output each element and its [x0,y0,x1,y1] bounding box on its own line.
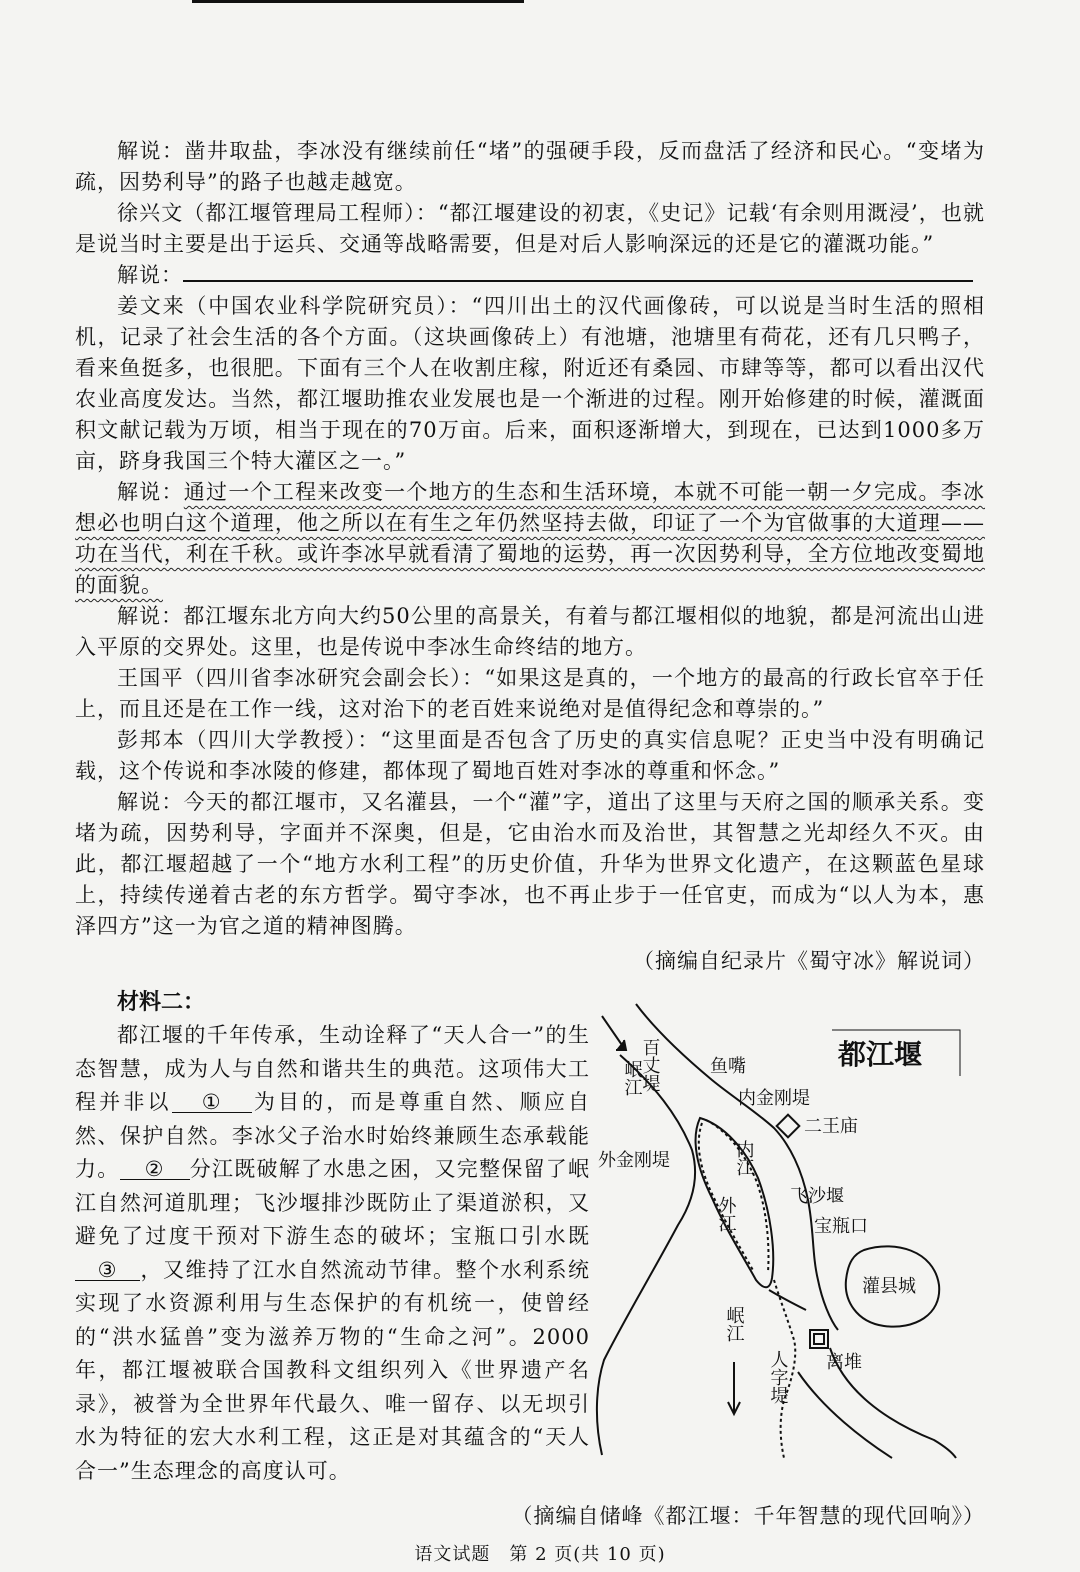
label-guanxiancheng: 灌县城 [862,1276,916,1297]
quote-xu-xingwen: 徐兴文（都江堰管理局工程师）：“都江堰建设的初衷，《史记》记载‘有余则用溉浸’，也就是说当时主要是出于运兵、交通等战略需要，但是对后人影响深远的还是它的灌溉功能。” [75,201,985,256]
label-neijiang: 内江 [733,1140,755,1176]
narration-label-2: 解说： [117,480,184,504]
blank-2: ② [120,1159,190,1180]
river-left-bank [597,1055,695,1455]
text-segment-1: 都江堰的千年传承，生动诠释了“天人合一”的生态智慧，成为人与自然和谐共生的典范。这项伟大工程并非以 [75,1023,590,1114]
label-waijingangdi: 外金刚堤 [598,1150,670,1171]
blank-3: ③ [75,1260,140,1281]
source-citation-2: （摘编自储峰《都江堰：千年智慧的现代回响》） [511,1504,985,1528]
label-yuzui: 鱼嘴 [710,1056,746,1077]
text-segment-2: 为目的，而是尊重自然、顺应自然、保护自然。李冰父子治水时始终兼顾生态承载能力。 [75,1090,591,1181]
quote-peng-bangben: 彭邦本（四川大学教授）：“这里面是否包含了历史的真实信息呢？正史当中没有明确记载，这个传说和李冰陵的修建，都体现了蜀地百姓对李冰的尊重和怀念。” [75,728,985,783]
dujiangyan-map [594,1000,974,1460]
label-feishayan: 飞沙堰 [790,1186,844,1207]
narration-ecology [75,477,985,601]
map-title: 都江堰 [838,1038,923,1071]
label-baizhangdi: 百丈堤 [639,1038,661,1092]
narration-conclusion: 解说：今天的都江堰市，又名灌县，一个“灌”字，道出了这里与天府之国的顺承关系。变堵为疏，因势利导，字面并不深奥，但是，它由治水而及治世，其智慧之光却经久不灭。由此，都江堰超越了一个“地方水利工程”的历史价值，升华为世界文化遗产，在这颗蓝色星球上，持续传递着古老的东方哲学。蜀守李冰，也不再止步于一任官吏，而成为“以人为本，惠泽四方”这一为官之道的精神图腾。 [75,790,985,938]
flow-arrowhead-top [616,1040,626,1050]
narration-label: 解说： [117,263,183,287]
top-rule [192,0,524,3]
label-baopingkou: 宝瓶口 [814,1216,868,1237]
lidui-marker [810,1330,828,1348]
label-neijingangdi: 内金刚堤 [738,1088,810,1109]
text-segment-3: 分江既破解了水患之困，又完整保留了岷江自然河道肌理；飞沙堰排沙既防止了渠道淤积，又避免了过度干预对下游生态的破坏；宝瓶口引水既 [75,1157,590,1248]
narration-gaojingguan: 解说：都江堰东北方向大约50公里的高景关，有着与都江堰相似的地貌，都是河流出山进入平原的交界处。这里，也是传说中李冰生命终结的地方。 [75,604,985,659]
material-two-title: 材料二： [117,989,206,1015]
label-minjiang-bottom: 岷江 [723,1306,745,1342]
answer-blank-line [183,262,973,282]
label-lidui: 离堆 [826,1352,862,1373]
source-citation-1: （摘编自纪录片《蜀守冰》解说词） [633,949,985,973]
page-footer: 语文试题 第 2 页(共 10 页) [414,1544,666,1565]
quote-wang-guoping: 王国平（四川省李冰研究会副会长）：“如果这是真的，一个地方的最高的行政长官卒于任上，而且还是在工作一线，这对治下的老百姓来说绝对是值得纪念和尊崇的。” [75,666,985,721]
wavy-underlined-text: 通过一个工程来改变一个地方的生态和生活环境，本就不可能一朝一夕完成。李冰想必也明白这个道理，他之所以在有生之年仍然坚持去做，印证了一个为官做事的大道理——功在当代，利在千秋。或许李冰早就看清了蜀地的运势，再一次因势利导，全方位地改变蜀地的面貌。 [75,480,986,597]
text-segment-4: ，又维持了江水自然流动节律。整个水利系统实现了水资源利用与生态保护的有机统一，使曾经的“洪水猛兽”变为滋养万物的“生命之河”。2000年，都江堰被联合国教科文组织列入《世界遗产名录》，被誉为全世界年代最久、唯一留存、以无坝引水为特征的宏大水利工程，这正是对其蕴含的“天人合一”生态理念的高度认可。 [75,1257,590,1483]
blank-1: ① [172,1092,252,1113]
lidui-inner-marker [814,1334,824,1344]
material-two-paragraph [75,1019,590,1488]
label-erwangmiao: 二王庙 [804,1116,858,1137]
quote-jiang-wenlai: 姜文来（中国农业科学院研究员）：“四川出土的汉代画像砖，可以说是当时生活的照相机，记录了社会生活的各个方面。（这块画像砖上）有池塘，池塘里有荷花，还有几只鸭子，看来鱼挺多，也很肥。下面有三个人在收割庄稼，附近还有桑园、市肆等等，都可以看出汉代农业高度发达。当然，都江堰助推农业发展也是一个渐进的过程。刚开始修建的时候，灌溉面积文献记载为万顷，相当于现在的70万亩。后来，面积逐渐增大，到现在，已达到1000多万亩，跻身我国三个特大灌区之一。” [75,294,985,473]
flow-arrow-top [602,1016,624,1048]
label-minjiang-top: 岷江 [621,1060,643,1096]
narration-salt-well: 解说：凿井取盐，李冰没有继续前任“堵”的强硬手段，反而盘活了经济和民心。“变堵为疏，因势利导”的路子也越走越宽。 [75,139,985,194]
narration-blank [75,260,985,291]
river-inner-channel [798,1372,892,1458]
label-waijiang: 外江 [715,1196,737,1232]
label-renzidi: 人字堤 [767,1350,789,1404]
feishayan-weir [769,1290,806,1310]
